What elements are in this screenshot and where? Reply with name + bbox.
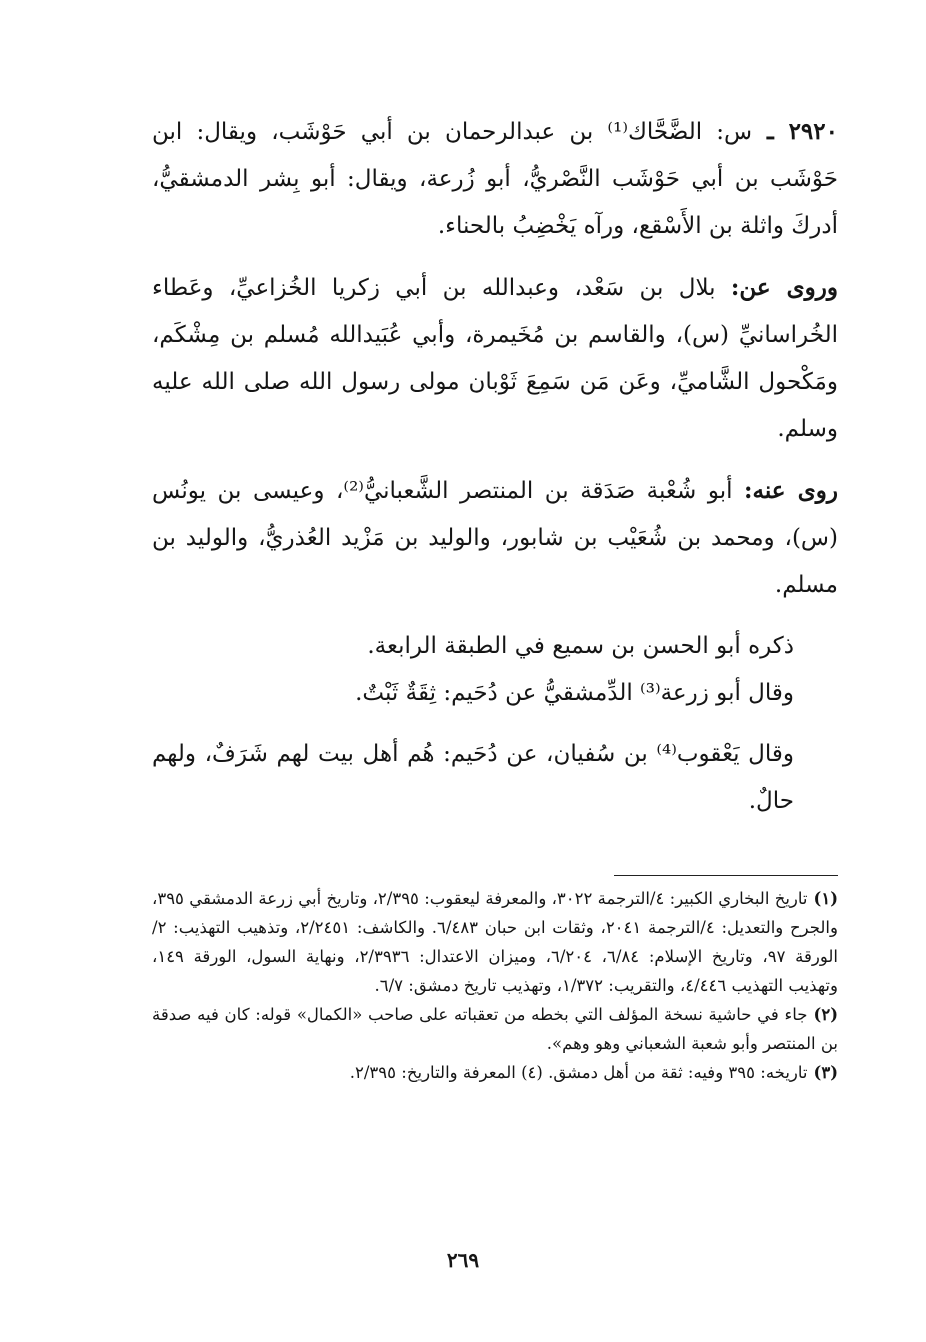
entry-dash: ـ — [752, 118, 789, 145]
narrated-from-text: بلال بن سَعْد، وعبدالله بن أبي زكريا الخُزاعيِّ، وعَطاء الخُراسانيِّ (س)، والقاسم بن مُخَيمرة، وأبي عُبَيدالله مُسلم بن مِشْكَم، ومَكْحول الشَّاميِّ، وعَن مَن سَمِعَ ثَوْبان مولى رسول الله صلى الله عليه وسلم. — [152, 275, 838, 442]
page-number: ٢٦٩ — [446, 1248, 480, 1272]
paragraph-ibn-sumay: ذكره أبو الحسن بن سميع في الطبقة الرابعة. — [367, 633, 794, 659]
footnote-mark: (٢) — [813, 1005, 838, 1024]
narrated-from-paragraph — [152, 264, 838, 453]
narrated-from-label: وروى عن: — [730, 274, 838, 301]
footnote-2 — [152, 1000, 838, 1058]
narrated-by-text: أبو شُعْبة صَدَقة بن المنتصر الشَّعبانيُّ⁽²⁾، وعيسى بن يونُس (س)، ومحمد بن شُعَيْب بن شابور، والوليد بن مَزْيد العُذريُّ، والوليد بن مسلم. — [152, 478, 838, 598]
footnote-text: تاريخ البخاري الكبير: ٤/الترجمة ٣٠٢٢، والمعرفة ليعقوب: ٢/٣٩٥، وتاريخ أبي زرعة الدمشقي ٣٩٥، والجرح والتعديل: ٤/الترجمة ٢٠٤١، وثقات ابن حبان ٦/٤٨٣. والكاشف: ٢/٢٤٥١، وتذهيب التهذيب: ٢/الورقة ٩٧، وتاريخ الإسلام: ٦/٨٤، ٦/٢٠٤، وميزان الاعتدال: ٢/٣٩٣٦، ونهاية السول، الورقة ١٤٩، وتهذيب التهذيب ٤/٤٤٦، والتقريب: ١/٣٧٢، وتهذيب تاريخ دمشق: ٦/٧. — [152, 889, 838, 995]
footnotes — [152, 884, 838, 1087]
entry-number: ٢٩٢٠ — [788, 118, 838, 145]
footnote-1 — [152, 884, 838, 1000]
entry-paragraph — [152, 108, 838, 250]
paragraph-yaqub: وقال يَعْقوب⁽⁴⁾ بن سُفيان، عن دُحَيم: هُم أهل بيت لهم شَرَفٌ، ولهم حالٌ. — [152, 741, 794, 814]
main-text — [152, 108, 838, 825]
footnote-separator — [614, 875, 838, 876]
footnote-3 — [152, 1058, 838, 1087]
footnote-text: جاء في حاشية نسخة المؤلف التي بخطه من تعقباته على صاحب «الكمال» قوله: كان فيه صدقة بن المنتصر وأبو شعبة الشعباني وهو وهم». — [152, 1005, 838, 1053]
footnote-text: تاريخه: ٣٩٥ وفيه: ثقة من أهل دمشق. (٤) المعرفة والتاريخ: ٢/٣٩٥. — [349, 1063, 808, 1082]
paragraph-abu-zura: وقال أبو زرعة⁽³⁾ الدِّمشقيُّ عن دُحَيم: ثِقَةٌ ثَبْتٌ. — [355, 680, 794, 706]
narrated-by-paragraph — [152, 467, 838, 609]
footnote-mark: (١) — [813, 889, 839, 908]
narrated-by-label: روى عنه: — [744, 477, 838, 504]
entry-text: س: الضَّحَّاك⁽¹⁾ بن عبدالرحمان بن أبي حَوْشَب، ويقال: ابن حَوْشَب بن أبي حَوْشَب النَّصْريُّ، أبو زُرعة، ويقال: أبو بِشر الدمشقيُّ، أدركَ واثلة بن الأَسْقع، ورآه يَخْضِبُ بالحناء. — [152, 119, 838, 239]
footnote-mark: (٣) — [813, 1063, 838, 1082]
